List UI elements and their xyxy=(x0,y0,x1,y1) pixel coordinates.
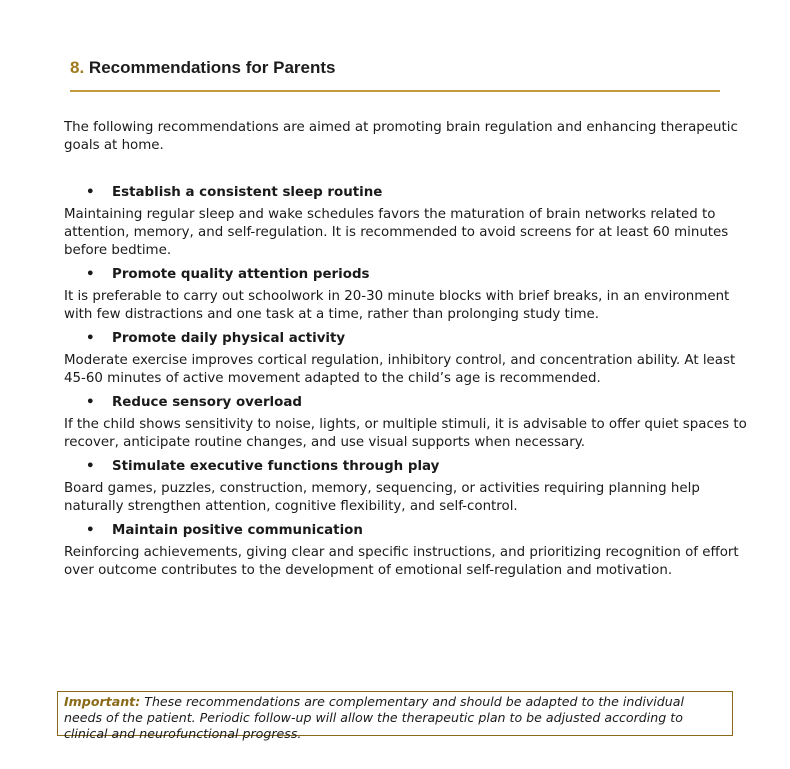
recommendation-body: Moderate exercise improves cortical regulation, inhibitory control, and concentration ability. At least 45-60 minutes of active movement adapted to the child’s age is recommended. xyxy=(64,353,736,386)
list-item xyxy=(64,458,754,516)
recommendation-title: Establish a consistent sleep routine xyxy=(112,185,383,200)
recommendation-body: Reinforcing achievements, giving clear and specific instructions, and prioritizing recognition of effort over outcome contributes to the development of emotional self-regulation and motivation. xyxy=(64,545,739,578)
recommendation-body: It is preferable to carry out schoolwork in 20-30 minute blocks with brief breaks, in an environment with few distractions and one task at a time, rather than prolonging study time. xyxy=(64,289,730,322)
recommendation-body: If the child shows sensitivity to noise, lights, or multiple stimuli, it is advisable to offer quiet spaces to recover, anticipate routine changes, and use visual supports when necessary. xyxy=(64,417,747,450)
bullet-icon: • xyxy=(86,267,95,282)
recommendation-title: Promote quality attention periods xyxy=(112,267,370,282)
important-text: These recommendations are complementary and should be adapted to the individual needs of the patient. Periodic follow-up will allow the therapeutic plan to be adjusted according to clinical and neurofunctional progress. xyxy=(64,694,684,741)
list-item xyxy=(64,394,754,452)
recommendation-title: Maintain positive communication xyxy=(112,523,363,538)
recommendation-title: Reduce sensory overload xyxy=(112,395,302,410)
bullet-icon: • xyxy=(86,395,95,410)
bullet-icon: • xyxy=(86,185,95,200)
section-title: Recommendations for Parents xyxy=(88,58,336,77)
bullet-icon: • xyxy=(86,331,95,346)
recommendation-title: Promote daily physical activity xyxy=(112,331,346,346)
section-number: 8. xyxy=(70,58,85,77)
bullet-icon: • xyxy=(86,459,95,474)
list-item xyxy=(64,184,754,260)
bullet-icon: • xyxy=(86,523,95,538)
list-item xyxy=(64,522,754,580)
recommendation-body: Maintaining regular sleep and wake schedules favors the maturation of brain networks related to attention, memory, and self-regulation. It is recommended to avoid screens for at least 60 minutes before bedtime. xyxy=(64,207,729,258)
list-item xyxy=(64,266,754,324)
recommendation-title: Stimulate executive functions through play xyxy=(112,459,440,474)
important-label: Important: xyxy=(64,694,141,709)
list-item xyxy=(64,330,754,388)
heading-divider xyxy=(70,90,720,92)
recommendations-list xyxy=(64,184,754,586)
section-heading xyxy=(70,58,720,78)
recommendation-body: Board games, puzzles, construction, memory, sequencing, or activities requiring planning help naturally strengthen attention, cognitive flexibility, and self-control. xyxy=(64,481,700,514)
intro-paragraph: The following recommendations are aimed at promoting brain regulation and enhancing therapeutic goals at home. xyxy=(64,120,738,153)
important-note xyxy=(57,691,733,741)
